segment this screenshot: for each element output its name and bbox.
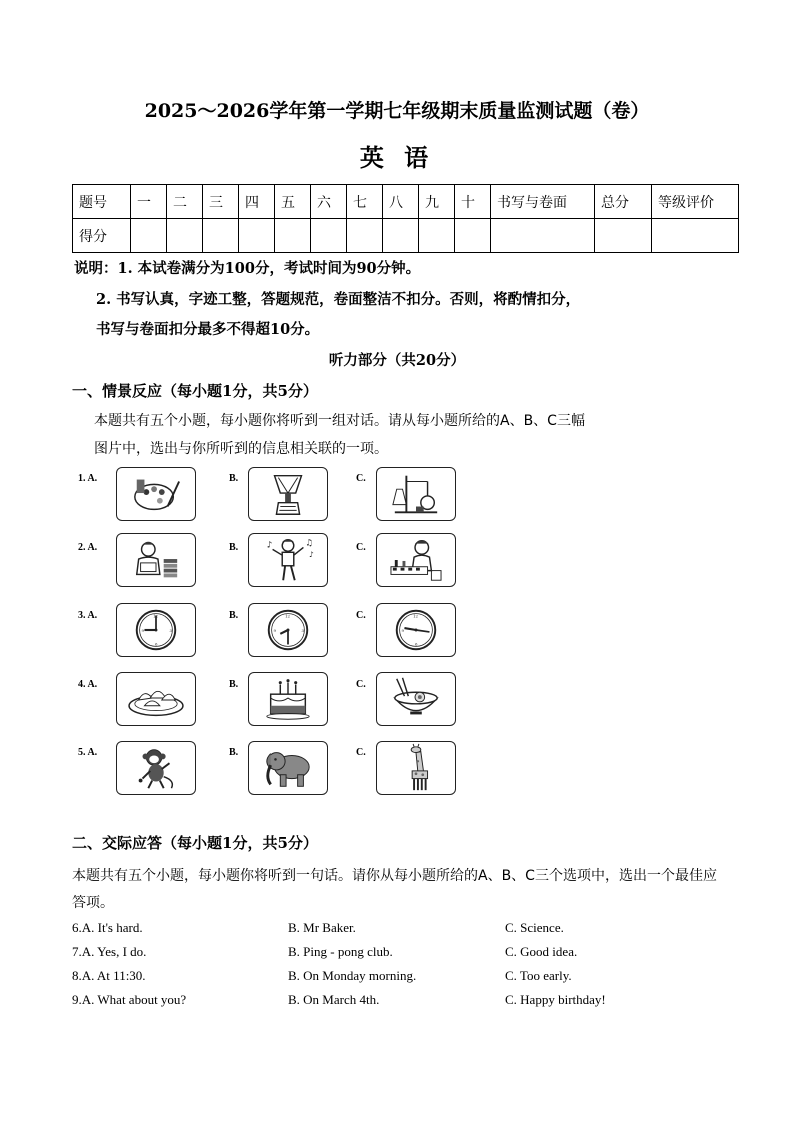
clock-nine-icon[interactable]: [116, 603, 196, 657]
score-row-label: 得分: [73, 219, 131, 253]
score-cell: 六: [311, 185, 347, 219]
option-c[interactable]: C. Happy birthday!: [505, 992, 606, 1007]
birthday-cake-icon[interactable]: [248, 672, 328, 726]
score-input-cell[interactable]: [491, 219, 595, 253]
option-label: B.: [229, 473, 239, 484]
score-input-cell[interactable]: [419, 219, 455, 253]
option-label: B.: [229, 542, 239, 553]
score-cell: 十: [455, 185, 491, 219]
svg-text:♪: ♪: [266, 540, 273, 551]
svg-text:6: 6: [155, 641, 158, 647]
clock-quarter-icon[interactable]: [376, 603, 456, 657]
score-input-cell[interactable]: [455, 219, 491, 253]
exam-title: 2025～2026学年第一学期七年级期末质量监测试题（卷）: [144, 100, 650, 122]
svg-text:3: 3: [169, 627, 172, 633]
svg-text:12: 12: [413, 613, 419, 619]
note-line-1: 说明：1. 本试卷满分为100分，考试时间为90分钟。: [74, 260, 421, 277]
note-line-2: 2. 书写认真，字迹工整，答题规范，卷面整洁不扣分。否则，将酌情扣分，: [96, 291, 581, 308]
svg-text:9: 9: [273, 627, 277, 633]
score-input-cell[interactable]: [167, 219, 203, 253]
subject-title: 英 语: [359, 143, 435, 172]
svg-text:9: 9: [401, 627, 405, 633]
clock-half-past-icon[interactable]: [248, 603, 328, 657]
score-cell: 一: [131, 185, 167, 219]
section1-instruction-1: 本题共有五个小题，每小题你将听到一组对话。请从每小题所给的A、B、C三幅: [94, 413, 585, 429]
listening-header: 听力部分（共20分）: [328, 352, 466, 369]
option-c[interactable]: C. Good idea.: [505, 944, 578, 959]
paint-palette-icon[interactable]: [116, 467, 196, 521]
boy-playing-chess-icon[interactable]: [376, 533, 456, 587]
option-c[interactable]: C. Science.: [505, 920, 564, 935]
score-table: [72, 184, 739, 253]
boy-singing-icon[interactable]: [248, 533, 328, 587]
score-cell: 总分: [595, 185, 652, 219]
option-b[interactable]: B. Mr Baker.: [288, 920, 356, 935]
question-label: 4. A.: [78, 679, 98, 690]
elephant-icon[interactable]: [248, 741, 328, 795]
option-a[interactable]: 8.A. At 11:30.: [72, 968, 146, 983]
giraffe-icon[interactable]: [376, 741, 456, 795]
score-cell: 题号: [73, 185, 131, 219]
trophy-icon[interactable]: [248, 467, 328, 521]
option-label: C.: [356, 542, 366, 553]
option-label: B.: [229, 679, 239, 690]
score-cell: 五: [275, 185, 311, 219]
score-input-cell[interactable]: [275, 219, 311, 253]
svg-text:♫: ♫: [305, 538, 314, 549]
option-a[interactable]: 6.A. It's hard.: [72, 920, 143, 935]
svg-text:3: 3: [301, 627, 304, 633]
option-label: C.: [356, 679, 366, 690]
option-b[interactable]: B. On Monday morning.: [288, 968, 417, 983]
svg-text:12: 12: [285, 613, 291, 619]
chemistry-lab-icon[interactable]: [376, 467, 456, 521]
score-input-cell[interactable]: [652, 219, 739, 253]
section1-instruction-2: 图片中，选出与你所听到的信息相关联的一项。: [94, 441, 388, 457]
score-cell: 四: [239, 185, 275, 219]
svg-text:9: 9: [141, 627, 145, 633]
score-input-cell[interactable]: [203, 219, 239, 253]
score-table-score-row: [73, 219, 739, 253]
section1-heading: 一、情景反应（每小题1分，共5分）: [72, 382, 318, 400]
question-label: 1. A.: [78, 473, 98, 484]
svg-text:6: 6: [415, 641, 418, 647]
noodles-icon[interactable]: [376, 672, 456, 726]
section2-heading: 二、交际应答（每小题1分，共5分）: [72, 834, 318, 852]
section2-instruction-1: 本题共有五个小题，每小题你将听到一句话。请你从每小题所给的A、B、C三个选项中，选出一个最佳应: [72, 868, 717, 884]
svg-text:♪: ♪: [309, 550, 315, 560]
option-label: C.: [356, 747, 366, 758]
option-c[interactable]: C. Too early.: [505, 968, 572, 983]
dumplings-icon[interactable]: [116, 672, 196, 726]
score-cell: 九: [419, 185, 455, 219]
question-label: 5. A.: [78, 747, 98, 758]
option-label: B.: [229, 747, 239, 758]
note-line-3: 书写与卷面扣分最多不得超10分。: [96, 321, 320, 338]
score-input-cell[interactable]: [347, 219, 383, 253]
svg-text:12: 12: [153, 613, 159, 619]
score-cell: 书写与卷面: [491, 185, 595, 219]
option-a[interactable]: 9.A. What about you?: [72, 992, 187, 1007]
score-input-cell[interactable]: [595, 219, 652, 253]
option-b[interactable]: B. Ping - pong club.: [288, 944, 393, 959]
score-cell: 八: [383, 185, 419, 219]
boy-reading-icon[interactable]: [116, 533, 196, 587]
question-label: 3. A.: [78, 610, 98, 621]
score-cell: 三: [203, 185, 239, 219]
score-input-cell[interactable]: [131, 219, 167, 253]
option-label: C.: [356, 610, 366, 621]
score-input-cell[interactable]: [239, 219, 275, 253]
option-b[interactable]: B. On March 4th.: [288, 992, 380, 1007]
question-label: 2. A.: [78, 542, 98, 553]
score-table-header-row: [73, 185, 739, 219]
score-cell: 等级评价: [652, 185, 739, 219]
monkey-icon[interactable]: [116, 741, 196, 795]
section2-instruction-2: 答项。: [72, 895, 114, 911]
score-cell: 二: [167, 185, 203, 219]
option-label: C.: [356, 473, 366, 484]
option-a[interactable]: 7.A. Yes, I do.: [72, 944, 147, 959]
score-input-cell[interactable]: [383, 219, 419, 253]
score-input-cell[interactable]: [311, 219, 347, 253]
score-cell: 七: [347, 185, 383, 219]
option-label: B.: [229, 610, 239, 621]
